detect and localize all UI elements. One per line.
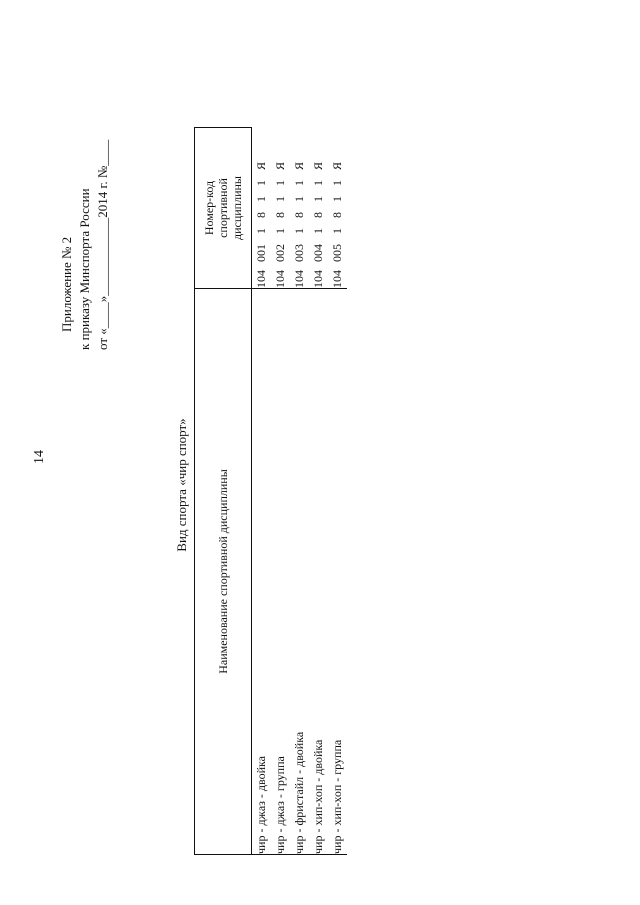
disciplines-table — [194, 127, 347, 855]
discipline-name: чир - джаз - двойка — [252, 289, 272, 855]
appendix-header — [58, 10, 112, 350]
code-part: 005 — [330, 244, 344, 262]
code-part: 104 — [292, 270, 306, 288]
code-part: Я — [254, 161, 268, 170]
table-header-row — [195, 128, 252, 855]
code-part: 004 — [311, 244, 325, 262]
code-part: Я — [330, 161, 344, 170]
code-part: 1 — [311, 228, 325, 234]
code-part: 003 — [292, 244, 306, 262]
code-part: 8 — [330, 212, 344, 218]
appendix-number: Приложение № 2 — [59, 236, 74, 332]
code-part: 1 — [254, 196, 268, 202]
code-part: 1 — [311, 180, 325, 186]
discipline-name: чир - джаз - группа — [271, 289, 290, 855]
sport-title: Вид спорта «чир спорт» — [174, 418, 189, 552]
code-part: 1 — [330, 180, 344, 186]
table-row — [252, 128, 272, 855]
table-row — [328, 128, 347, 855]
code-part: 1 — [273, 228, 287, 234]
code-part: 104 — [311, 270, 325, 288]
code-part: 104 — [273, 270, 287, 288]
discipline-code — [309, 128, 328, 289]
code-part: 8 — [311, 212, 325, 218]
code-part: 001 — [254, 244, 268, 262]
discipline-code — [328, 128, 347, 289]
code-part: 1 — [254, 180, 268, 186]
code-part: 104 — [330, 270, 344, 288]
discipline-name: чир - хип-хоп - группа — [328, 289, 347, 855]
discipline-code — [271, 128, 290, 289]
code-part: Я — [292, 161, 306, 170]
code-part: 1 — [273, 180, 287, 186]
code-part: Я — [273, 161, 287, 170]
discipline-code — [290, 128, 309, 289]
code-part: 1 — [292, 180, 306, 186]
column-header-code — [195, 128, 252, 289]
code-part: 1 — [330, 228, 344, 234]
code-part: 104 — [254, 270, 268, 288]
order-date-line: от «____»____________2014 г. №____ — [95, 139, 110, 350]
discipline-code — [252, 128, 272, 289]
code-part: 1 — [292, 196, 306, 202]
code-part: 002 — [273, 244, 287, 262]
code-part: 8 — [254, 212, 268, 218]
page-number: 14 — [32, 450, 47, 464]
code-part: 1 — [292, 228, 306, 234]
code-part: 8 — [292, 212, 306, 218]
code-part: Я — [311, 161, 325, 170]
code-part: 1 — [330, 196, 344, 202]
column-header-name: Наименование спортивной дисциплины — [195, 289, 252, 855]
code-part: 1 — [311, 196, 325, 202]
table-row — [290, 128, 309, 855]
discipline-name: чир - фристайл - двойка — [290, 289, 309, 855]
table-row — [309, 128, 328, 855]
discipline-name: чир - хип-хоп - двойка — [309, 289, 328, 855]
table-row — [271, 128, 290, 855]
order-reference: к приказу Минспорта России — [77, 188, 92, 350]
code-part: 1 — [273, 196, 287, 202]
code-part: 8 — [273, 212, 287, 218]
code-part: 1 — [254, 228, 268, 234]
column-header-code-label: Номер-код спортивной дисциплины — [202, 176, 244, 241]
